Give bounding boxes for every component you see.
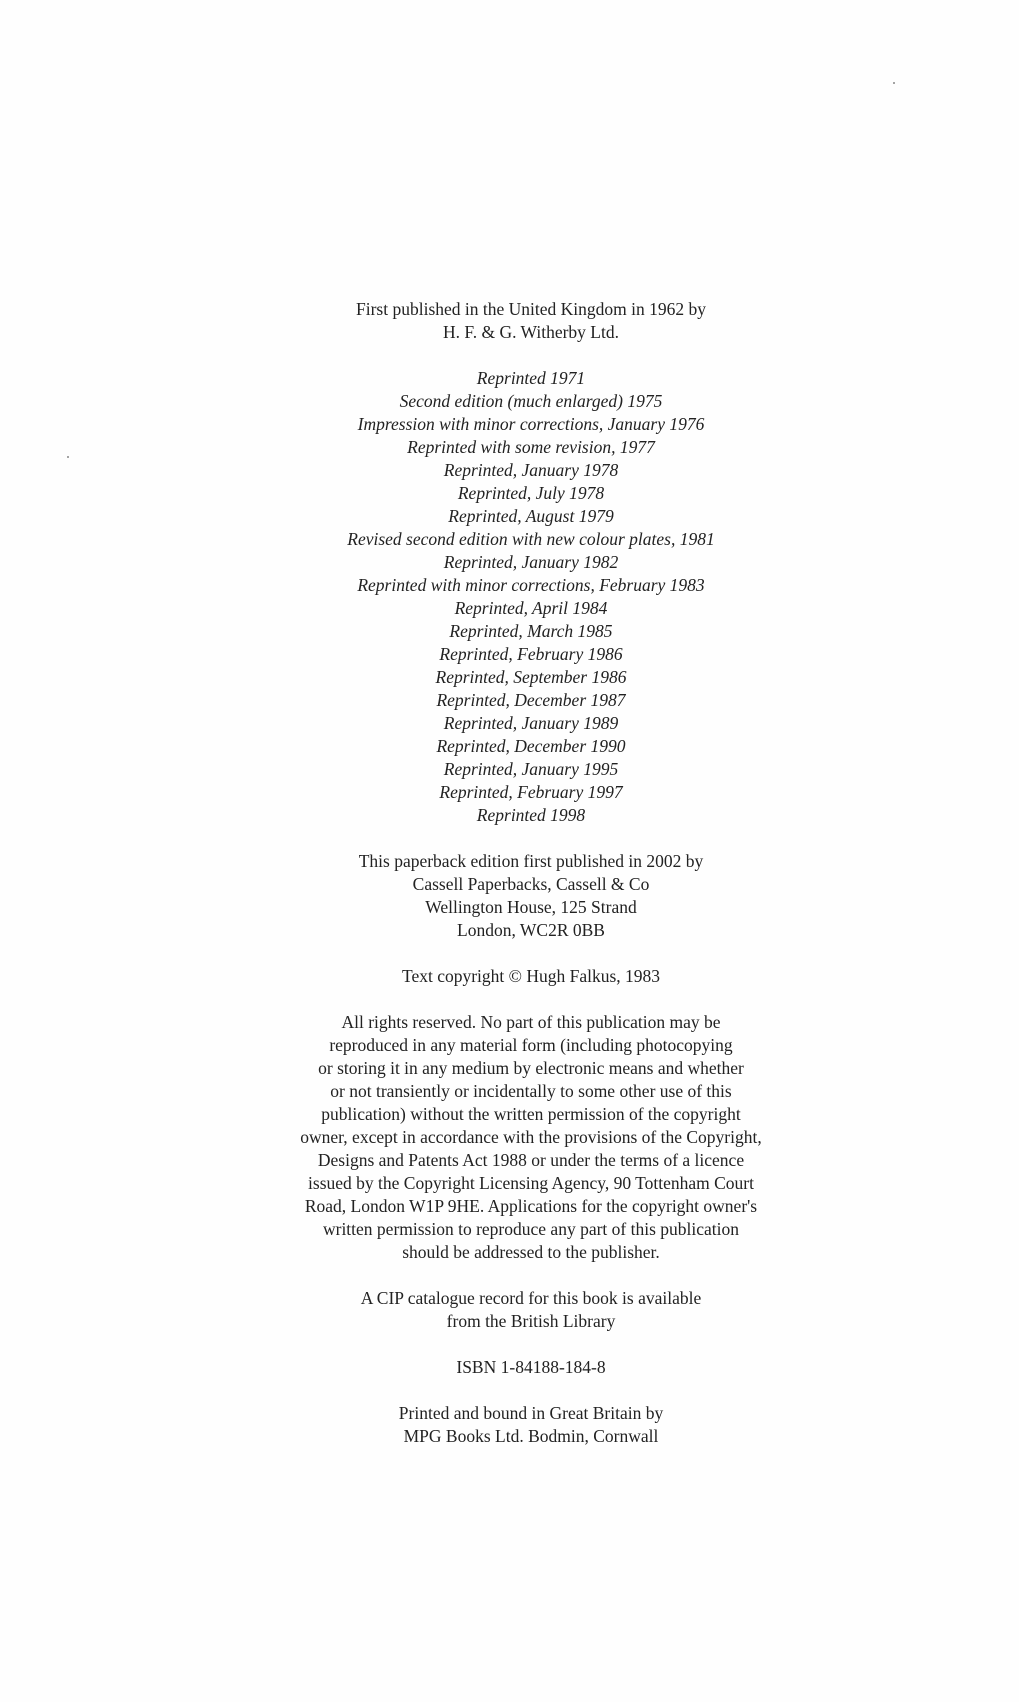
reprint-entry: Reprinted with minor corrections, February 1983 (357, 575, 705, 595)
rights-line: Designs and Patents Act 1988 or under the terms of a licence (317, 1150, 745, 1170)
reprint-entry: Second edition (much enlarged) 1975 (399, 391, 663, 411)
paperback-edition-line: This paperback edition first published in 2002 by (358, 851, 704, 871)
paperback-edition-line: Wellington House, 125 Strand (425, 897, 637, 917)
reprint-entry: Reprinted, April 1984 (454, 598, 608, 618)
first-published-line: First published in the United Kingdom in 1962 by (356, 299, 706, 319)
rights-reserved-block (0, 1011, 1019, 1264)
rights-line: or storing it in any medium by electronic means and whether (318, 1058, 744, 1078)
reprint-entry: Impression with minor corrections, January 1976 (357, 414, 705, 434)
reprint-entry: Reprinted 1971 (476, 368, 586, 388)
first-published-block (0, 298, 1019, 344)
rights-line: publication) without the written permission of the copyright (321, 1104, 741, 1124)
printer-block (0, 1402, 1019, 1448)
reprint-history-block (0, 367, 1019, 827)
reprint-entry: Reprinted, August 1979 (448, 506, 614, 526)
cip-line: from the British Library (446, 1311, 616, 1331)
reprint-entry: Reprinted, September 1986 (435, 667, 627, 687)
reprint-entry: Reprinted, January 1989 (443, 713, 619, 733)
paperback-edition-line: Cassell Paperbacks, Cassell & Co (412, 874, 650, 894)
rights-line: All rights reserved. No part of this publication may be (341, 1012, 721, 1032)
rights-line: written permission to reproduce any part of this publication (322, 1219, 739, 1239)
reprint-entry: Reprinted, January 1978 (443, 460, 619, 480)
copyright-line: Text copyright © Hugh Falkus, 1983 (401, 966, 661, 986)
rights-line: owner, except in accordance with the provisions of the Copyright, (300, 1127, 762, 1147)
printer-line: MPG Books Ltd. Bodmin, Cornwall (403, 1426, 659, 1446)
paperback-edition-block (0, 850, 1019, 942)
reprint-entry: Reprinted, March 1985 (449, 621, 613, 641)
cip-block (0, 1287, 1019, 1333)
reprint-entry: Reprinted with some revision, 1977 (407, 437, 655, 457)
copyright-block (0, 965, 1019, 988)
reprint-entry: Revised second edition with new colour plates, 1981 (347, 529, 715, 549)
rights-line: or not transiently or incidentally to some other use of this (330, 1081, 732, 1101)
isbn-line: ISBN 1-84188-184-8 (456, 1357, 606, 1377)
rights-line: Road, London W1P 9HE. Applications for the copyright owner's (304, 1196, 758, 1216)
imprint-text (0, 298, 1019, 1471)
rights-line: should be addressed to the publisher. (402, 1242, 660, 1262)
cip-line: A CIP catalogue record for this book is available (360, 1288, 702, 1308)
reprint-entry: Reprinted 1998 (476, 805, 586, 825)
rights-line: issued by the Copyright Licensing Agency, 90 Tottenham Court (308, 1173, 754, 1193)
reprint-entry: Reprinted, December 1987 (436, 690, 626, 710)
isbn-block (0, 1356, 1019, 1379)
reprint-entry: Reprinted, December 1990 (436, 736, 626, 756)
printer-line: Printed and bound in Great Britain by (398, 1403, 664, 1423)
reprint-entry: Reprinted, February 1997 (439, 782, 623, 802)
reprint-entry: Reprinted, January 1982 (443, 552, 619, 572)
rights-line: reproduced in any material form (including photocopying (329, 1035, 733, 1055)
reprint-entry: Reprinted, February 1986 (439, 644, 623, 664)
first-published-line: H. F. & G. Witherby Ltd. (443, 322, 619, 342)
reprint-entry: Reprinted, July 1978 (457, 483, 605, 503)
paperback-edition-line: London, WC2R 0BB (457, 920, 605, 940)
paper-speck (893, 82, 895, 84)
reprint-entry: Reprinted, January 1995 (443, 759, 619, 779)
